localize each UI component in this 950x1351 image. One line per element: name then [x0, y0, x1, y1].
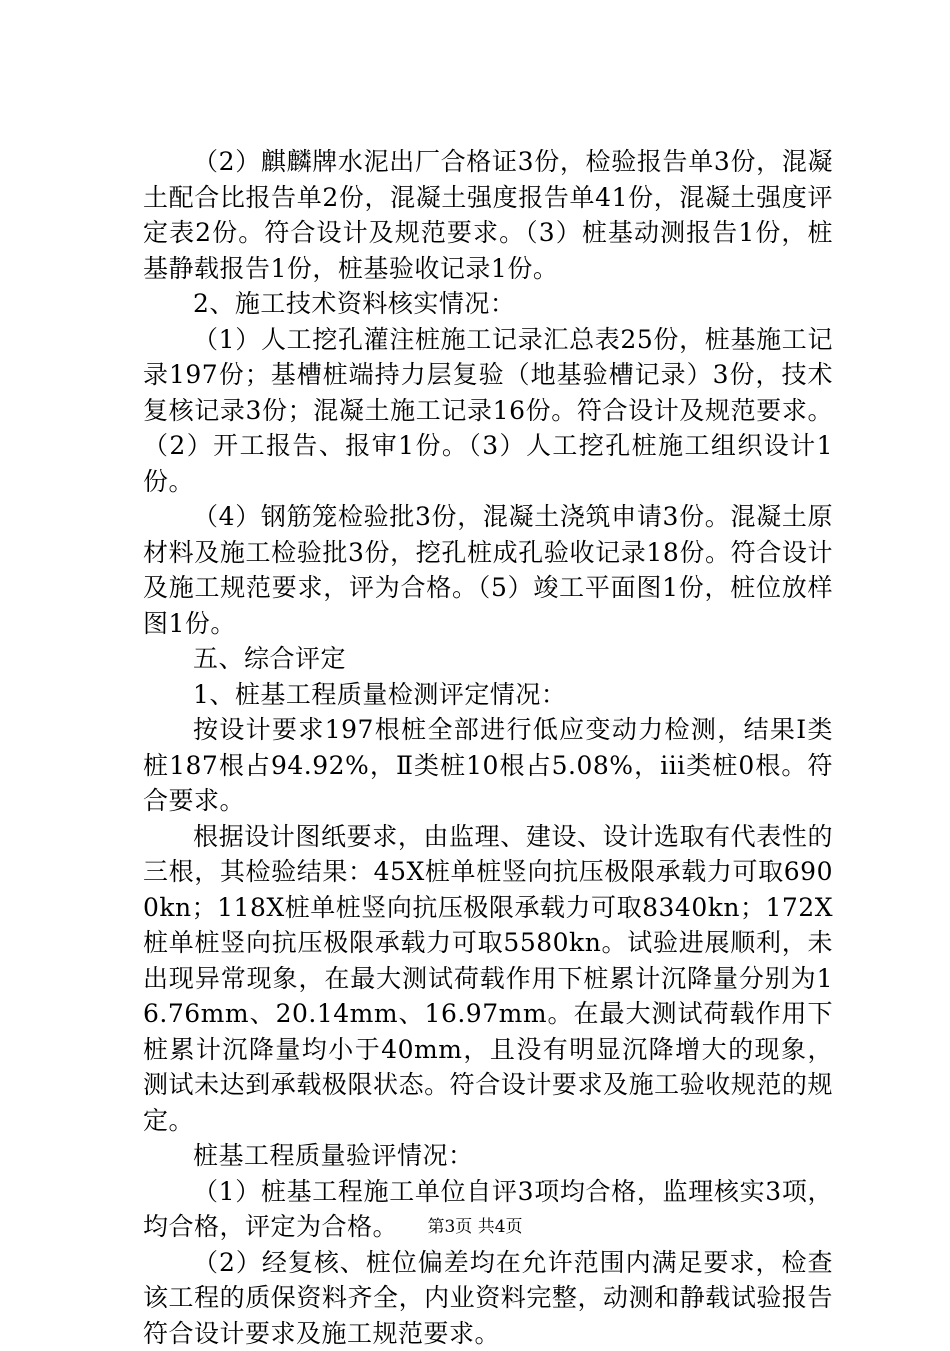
- paragraph-self-assessment: （1）桩基工程施工单位自评3项均合格，监理核实3项，均合格，评定为合格。: [143, 1174, 833, 1245]
- page-footer: 第3页 共4页: [0, 1216, 950, 1238]
- heading-quality-assessment: 桩基工程质量验评情况：: [143, 1138, 833, 1174]
- paragraph-construction-records: （1）人工挖孔灌注桩施工记录汇总表25份，桩基施工记录197份；基槽桩端持力层复验（地基验槽记录）3份，技术复核记录3份；混凝土施工记录16份。符合设计及规范要求。（2）开工报告、报审1份。（3）人工挖孔桩施工组织设计1份。: [143, 322, 833, 500]
- paragraph-inspection-batches: （4）钢筋笼检验批3份，混凝土浇筑申请3份。混凝土原材料及施工检验批3份，挖孔桩成孔验收记录18份。符合设计及施工规范要求，评为合格。（5）竣工平面图1份，桩位放样图1份。: [143, 499, 833, 641]
- heading-quality-testing: 1、桩基工程质量检测评定情况：: [143, 677, 833, 713]
- paragraph-dynamic-testing: 按设计要求197根桩全部进行低应变动力检测，结果Ⅰ类桩187根占94.92%，Ⅱ类桩10根占5.08%，iii类桩0根。符合要求。: [143, 712, 833, 819]
- heading-overall-evaluation: 五、综合评定: [143, 641, 833, 677]
- document-body: [143, 138, 833, 1351]
- paragraph-static-load-results: 根据设计图纸要求，由监理、建设、设计选取有代表性的三根，其检验结果：45X桩单桩竖向抗压极限承载力可取6900kn；118X桩单桩竖向抗压极限承载力可取8340kn；172X桩单桩竖向抗压极限承载力可取5580kn。试验进展顺利，未出现异常现象，在最大测试荷载作用下桩累计沉降量分别为16.76mm、20.14mm、16.97mm。在最大测试荷载作用下桩累计沉降量均小于40mm，且没有明显沉降增大的现象，测试未达到承载极限状态。符合设计要求及施工验收规范的规定。: [143, 819, 833, 1139]
- heading-construction-tech-records: 2、施工技术资料核实情况：: [143, 286, 833, 322]
- paragraph-review-conclusion: （2）经复核、桩位偏差均在允许范围内满足要求，检查该工程的质保资料齐全，内业资料完整，动测和静载试验报告符合设计要求及施工规范要求。: [143, 1245, 833, 1351]
- paragraph-materials-certificates: （2）麒麟牌水泥出厂合格证3份，检验报告单3份，混凝土配合比报告单2份，混凝土强度报告单41份，混凝土强度评定表2份。符合设计及规范要求。（3）桩基动测报告1份，桩基静载报告1份，桩基验收记录1份。: [143, 144, 833, 286]
